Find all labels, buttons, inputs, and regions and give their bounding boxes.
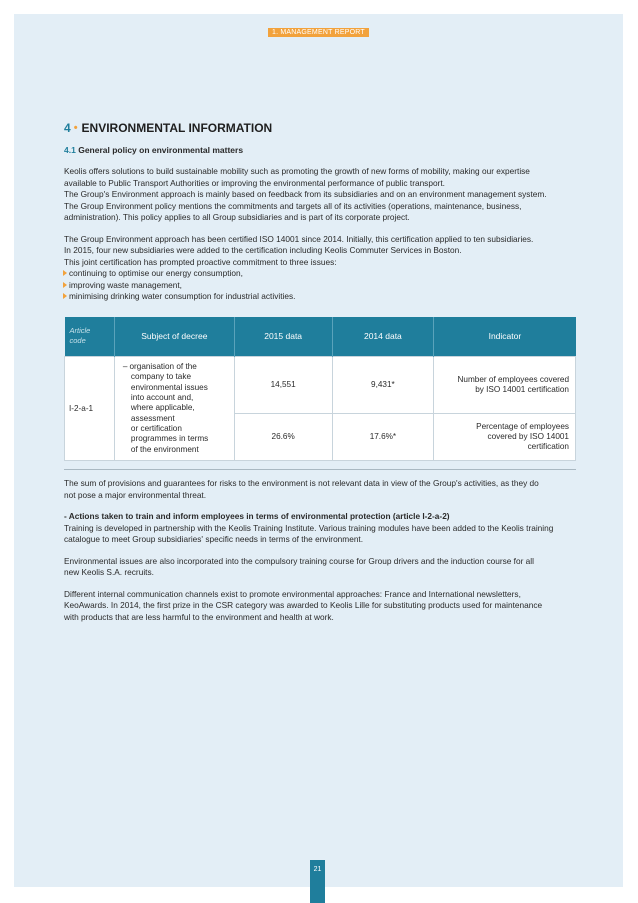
arrow-bullet-icon — [63, 270, 67, 276]
list-item: continuing to optimise our energy consumption, — [64, 268, 576, 280]
arrow-bullet-icon — [63, 282, 67, 288]
bullet-dot-icon: • — [73, 122, 78, 134]
section-number: 4 — [64, 121, 71, 135]
column-header-indicator: Indicator — [434, 317, 576, 357]
text-line: KeoAwards. In 2014, the first prize in the CSR category was awarded to Keolis Lille for substituting products used for maintenance — [64, 600, 543, 610]
text-line: The sum of provisions and guarantees for risks to the environment is not relevant data in view of the Group's activities, as they do — [64, 478, 539, 488]
subsection-number: 4.1 — [64, 144, 76, 155]
subject-cell: – organisation of the company to take environmental issues into account and, where applicable, assessment or certification programmes in terms of the environment — [114, 357, 234, 461]
paragraph-communication — [64, 589, 576, 624]
text-line: Different internal communication channels exist to promote environmental approaches: France and International newsletters, — [64, 588, 521, 599]
section-heading — [64, 123, 576, 135]
subsection-heading — [64, 145, 576, 157]
value-2015-cell: 26.6% — [234, 414, 332, 461]
paragraph-intro — [64, 166, 576, 224]
text-line: Environmental issues are also incorporated into the compulsory training course for Group drivers and the induction course for all — [64, 555, 534, 566]
article-code-cell: I-2-a-1 — [65, 357, 115, 461]
iso-data-table — [64, 317, 576, 462]
section-title: ENVIRONMENTAL INFORMATION — [81, 121, 273, 135]
text-line: not pose a major environmental threat. — [64, 489, 207, 500]
section-tag: 1. MANAGEMENT REPORT — [268, 28, 369, 37]
text-line: In 2015, four new subsidiaries were added to the certification including Keolis Commuter Services in Boston. — [64, 245, 462, 255]
commitment-list — [64, 268, 576, 303]
text-line: Keolis offers solutions to build sustainable mobility such as promoting the growth of new forms of mobility, making our expertise — [64, 166, 530, 176]
subsection-title: General policy on environmental matters — [78, 144, 244, 155]
column-header-2015: 2015 data — [234, 317, 332, 357]
value-2014-cell: 9,431* — [332, 357, 434, 414]
value-2014-cell: 17.6%* — [332, 414, 434, 461]
text-line: Training is developed in partnership with the Keolis Training Institute. Various training modules have been added to the Keolis training — [64, 522, 554, 533]
actions-heading: - Actions taken to train and inform employees in terms of environmental protection (article I-2-a-2) — [64, 511, 450, 521]
paragraph-drivers — [64, 556, 576, 579]
table-header-row — [65, 317, 576, 357]
column-header-2014: 2014 data — [332, 317, 434, 357]
list-item: improving waste management, — [64, 280, 576, 292]
indicator-cell: Percentage of employees covered by ISO 14001 certification — [434, 414, 576, 461]
paragraph-certification — [64, 234, 576, 269]
text-line: new Keolis S.A. recruits. — [64, 567, 154, 577]
indicator-cell: Number of employees covered by ISO 14001 certification — [434, 357, 576, 414]
page-number: 21 — [310, 860, 325, 903]
text-line: The Group Environment policy mentions the commitments and targets all of its activities (operations, maintenance, business, — [64, 200, 522, 211]
paragraph-training — [64, 523, 576, 546]
text-line: This joint certification has prompted proactive commitment to three issues: — [64, 256, 337, 267]
text-line: with products that are less harmful to the environment and health at work. — [64, 611, 334, 622]
text-line: The Group's Environment approach is mainly based on feedback from its subsidiaries and on an environment management system. — [64, 189, 547, 199]
arrow-bullet-icon — [63, 293, 67, 299]
text-line: The Group Environment approach has been certified ISO 14001 since 2014. Initially, this certification applied to ten subsidiaries. — [64, 233, 534, 244]
column-header-code: Article code — [65, 317, 115, 357]
document-body — [64, 123, 576, 623]
value-2015-cell: 14,551 — [234, 357, 332, 414]
paragraph-provisions — [64, 478, 576, 501]
text-line: available to Public Transport Authorities or improving the environmental performance of public transport. — [64, 177, 445, 188]
text-line: catalogue to meet Group subsidiaries' specific needs in terms of the environment. — [64, 534, 364, 544]
column-header-subject: Subject of decree — [114, 317, 234, 357]
text-line: administration). This policy applies to all Group subsidiaries and is part of its corporate project. — [64, 212, 410, 222]
table-row — [65, 357, 576, 414]
list-item: minimising drinking water consumption for industrial activities. — [64, 291, 576, 303]
